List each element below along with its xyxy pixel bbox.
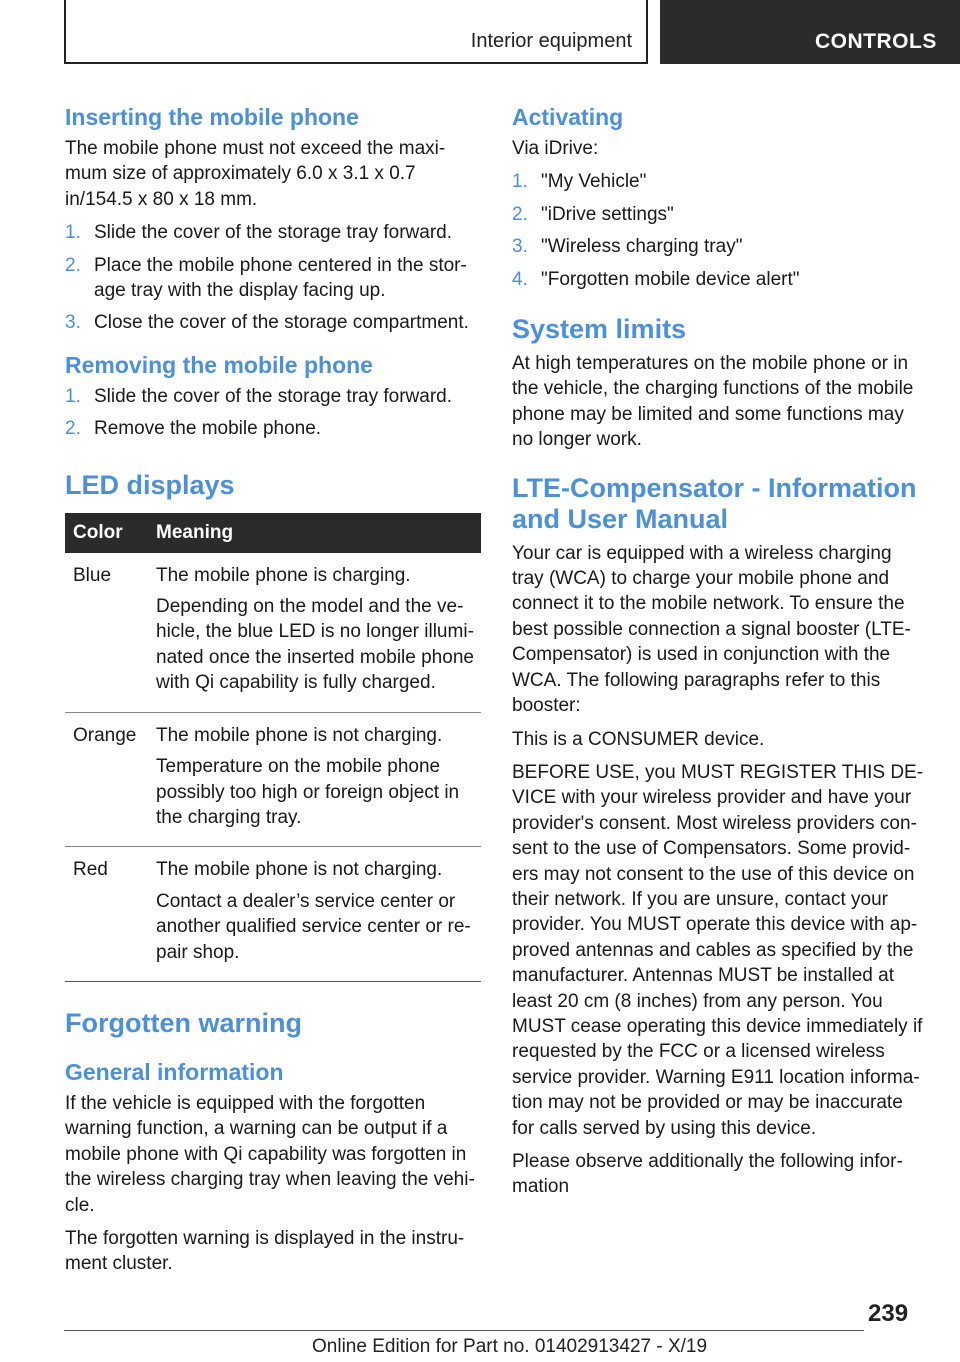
list-item: 2. Remove the mobile phone. <box>65 418 322 440</box>
right-column <box>512 102 928 1208</box>
general-info-heading: General information <box>65 1058 284 1085</box>
left-column <box>65 102 481 1285</box>
led-table <box>65 513 481 982</box>
cell-color: Blue <box>65 553 148 713</box>
removing-steps <box>65 384 481 442</box>
inserting-steps <box>65 220 481 336</box>
table-row <box>65 847 481 982</box>
inserting-heading: Inserting the mobile phone <box>65 104 359 130</box>
cell-meaning: The mobile phone is not charging. Contact a dealer’s service center or another qualified service center or repair shop. <box>148 847 481 982</box>
list-item: 1. Slide the cover of the storage tray forward. <box>65 385 453 407</box>
chapter-title: CONTROLS <box>815 30 937 53</box>
table-row <box>65 712 481 847</box>
lte-p3: BEFORE USE, you MUST REGISTER THIS DEVICE with your wireless provider and have your provider's consent. Most wireless providers consent to the use of Compensators. Some providers may not consent to the use of this device on their network. If you are unsure, contact your provider. You MUST operate this device with approved antennas and cables as specified by the manufacturer. Antennas MUST be installed at least 20 cm (8 inches) from any person. You MUST cease operating this device immediately if requested by the FCC or a licensed wireless service provider. Warning E911 location information may not be provided or may be inaccurate for calls served by using this device. <box>512 761 924 1139</box>
col-header-color: Color <box>65 513 148 553</box>
list-item: 3. Close the cover of the storage compartment. <box>65 312 469 334</box>
list-item: 4. "Forgotten mobile device alert" <box>512 268 800 290</box>
header-section-box <box>64 0 648 64</box>
lte-p2: This is a CONSUMER device. <box>512 728 765 750</box>
list-item: 1. Slide the cover of the storage tray forward. <box>65 222 453 244</box>
forgotten-heading: Forgotten warning <box>65 1007 302 1038</box>
removing-heading: Removing the mobile phone <box>65 351 373 378</box>
list-item: 2. "iDrive settings" <box>512 203 674 225</box>
lte-p4: Please observe additionally the following information <box>512 1151 903 1198</box>
cell-color: Orange <box>65 712 148 847</box>
list-item: 3. "Wireless charging tray" <box>512 236 743 258</box>
cell-color: Red <box>65 847 148 982</box>
led-heading: LED displays <box>65 469 235 500</box>
col-header-meaning: Meaning <box>148 513 481 553</box>
cell-meaning: The mobile phone is charging. Depending on the model and the vehicle, the blue LED is no longer illuminated once the inserted mobile phone with Qi capability is fully charged. <box>148 553 481 713</box>
forgotten-p1: If the vehicle is equipped with the forgotten warning function, a warning can be output if a mobile phone with Qi capability was forgotten in the wireless charging tray when leaving the vehicle. <box>65 1092 475 1216</box>
lte-heading: LTE-Compensator - Information and User Manual <box>512 472 917 534</box>
footer-divider <box>64 1330 864 1331</box>
system-limits-heading: System limits <box>512 314 687 345</box>
page-number: 239 <box>868 1300 909 1327</box>
activating-steps <box>512 169 928 292</box>
system-limits-text: At high temperatures on the mobile phone or in the vehicle, the charging functions of the mobile phone may be limited and some functions may no longer work. <box>512 353 914 451</box>
activating-heading: Activating <box>512 104 624 130</box>
section-title: Interior equipment <box>470 30 632 52</box>
list-item: 2. Place the mobile phone centered in the storage tray with the display facing up. <box>65 254 467 302</box>
list-item: 1. "My Vehicle" <box>512 171 647 193</box>
inserting-intro: The mobile phone must not exceed the maximum size of approximately 6.0 x 3.1 x 0.7 in/154.5 x 80 x 18 mm. <box>65 138 446 210</box>
activating-intro: Via iDrive: <box>512 138 599 159</box>
footer-edition: Online Edition for Part no. 01402913427 - X/19 <box>312 1336 708 1357</box>
cell-meaning: The mobile phone is not charging. Temperature on the mobile phone possibly too high or foreign object in the charging tray. <box>148 712 481 847</box>
forgotten-p2: The forgotten warning is displayed in the instrument cluster. <box>65 1227 465 1275</box>
lte-p1: Your car is equipped with a wireless charging tray (WCA) to charge your mobile phone and connect it to the mobile network. To ensure the best possible connection a signal booster (LTE-Compensator) is used in conjunction with the WCA. The following paragraphs refer to this booster: <box>512 542 911 717</box>
table-row <box>65 553 481 713</box>
header-chapter-box <box>660 0 960 64</box>
